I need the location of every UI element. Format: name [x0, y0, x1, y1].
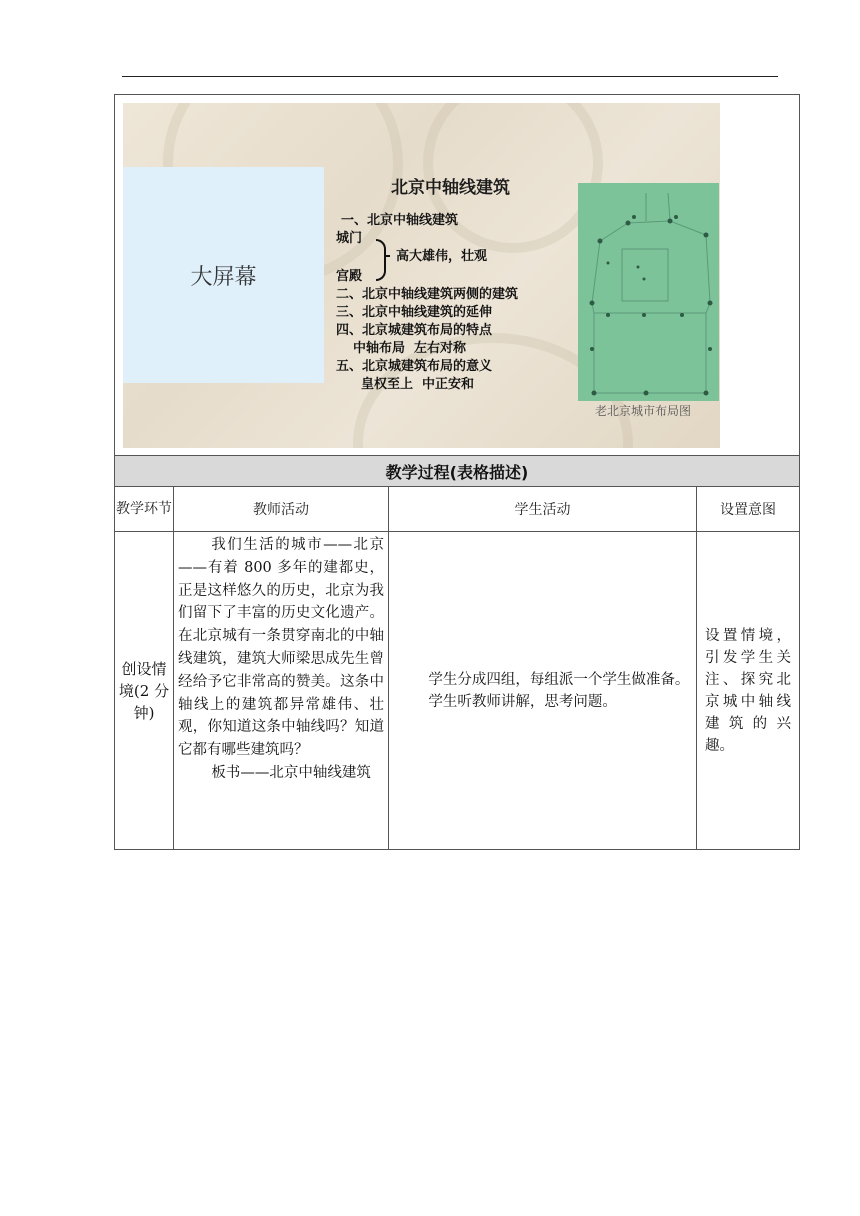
- teacher-paragraph: 板书——北京中轴线建筑: [211, 764, 371, 781]
- header-rule: [122, 76, 778, 77]
- map-drawing: [578, 183, 719, 401]
- slide-cell: [115, 95, 800, 456]
- outline-item: 三、北京中轴线建筑的延伸: [336, 305, 493, 320]
- student-activity-cell: [389, 532, 697, 850]
- intent-cell: 设置情境，引发学生关注、探究北京城中轴线建筑的兴趣。: [697, 532, 800, 850]
- lesson-table: [114, 94, 800, 850]
- stage-cell: 创设情境(2 分钟): [115, 532, 174, 850]
- outline-item: 皇权至上 中正安和: [361, 377, 475, 392]
- header-teacher: 教师活动: [174, 487, 389, 532]
- outline-item: 中轴布局 左右对称: [353, 341, 467, 356]
- big-screen-label: 大屏幕: [190, 264, 257, 290]
- header-intent: 设置意图: [697, 487, 800, 532]
- student-paragraph: 学生听教师讲解，思考问题。: [428, 693, 617, 710]
- outline-item: 宫殿: [336, 269, 363, 284]
- teacher-activity-cell: [174, 532, 389, 850]
- slide-title: 北京中轴线建筑: [391, 178, 510, 198]
- table-row: [115, 532, 800, 850]
- student-paragraph: 学生分成四组，每组派一个学生做准备。: [428, 671, 690, 688]
- outline-item: 四、北京城建筑布局的特点: [336, 323, 493, 338]
- map-caption: 老北京城市布局图: [595, 404, 692, 418]
- outline-item: 一、北京中轴线建筑: [341, 213, 459, 228]
- big-screen-placeholder: [123, 167, 324, 383]
- teacher-paragraph: 我们生活的城市——北京——有着 800 多年的建都史，正是这样悠久的历史，北京为我们留下了丰富的历史文化遗产。在北京城有一条贯穿南北的中轴线建筑，建筑大师梁思成先生曾经给予它非常高的赞美。这条中轴线上的建筑都异常雄伟、壮观，你知道这条中轴线吗？知道它都有哪些建筑吗？: [178, 537, 384, 759]
- outline-item: 五、北京城建筑布局的意义: [336, 359, 493, 374]
- outline-item: 高大雄伟，壮观: [396, 249, 488, 264]
- old-beijing-map: [578, 183, 719, 401]
- header-student: 学生活动: [389, 487, 697, 532]
- outline-item: 城门: [336, 231, 363, 246]
- section-title: 教学过程(表格描述): [115, 456, 800, 487]
- brace-icon: [376, 239, 386, 281]
- slide-image: [123, 103, 720, 448]
- outline-item: 二、北京中轴线建筑两侧的建筑: [336, 287, 519, 302]
- header-stage: 教学环节: [115, 487, 174, 532]
